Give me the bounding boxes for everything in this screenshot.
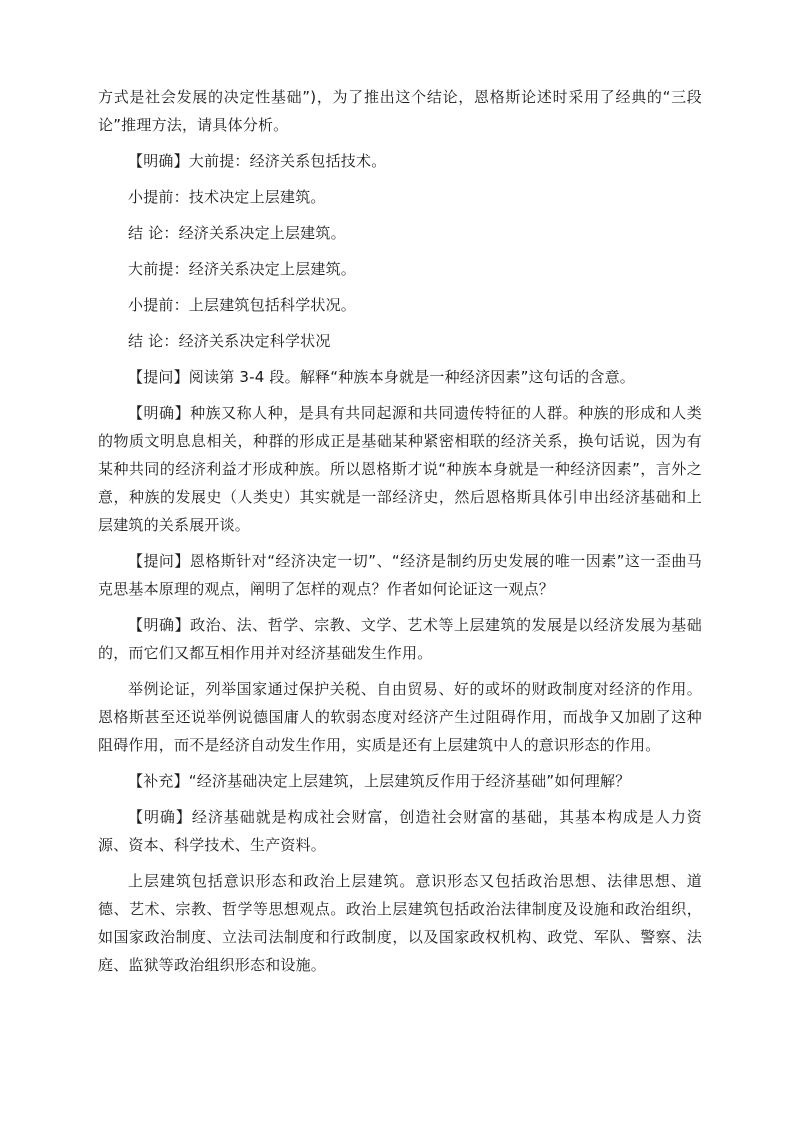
paragraph-conclusion-1: 结 论：经济关系决定上层建筑。: [128, 224, 346, 242]
paragraph-conclusion-2: 结 论：经济关系决定科学状况: [128, 332, 331, 350]
paragraph-question-continuation: 方式是社会发展的决定性基础”)，为了推出这个结论，恩格斯论述时采用了经典的“三段论”推理方法，请具体分析。: [98, 88, 702, 134]
paragraph-answer-economic-base: 【明确】经济基础就是构成社会财富，创造社会财富的基础，其基本构成是人力资源、资本、科学技术、生产资料。: [98, 808, 702, 854]
paragraph-major-premise-2: 大前提：经济关系决定上层建筑。: [128, 260, 357, 278]
paragraph-minor-premise-2: 小提前：上层建筑包括科学状况。: [128, 296, 357, 314]
paragraph-answer-major-premise-1: 【明确】大前提：经济关系包括技术。: [128, 152, 387, 170]
document-body: [98, 83, 702, 979]
paragraph-question-economy: 【提问】恩格斯针对“经济决定一切”、“经济是制约历史发展的唯一因素”这一歪曲马克思基本原理的观点，阐明了怎样的观点？作者如何论证这一观点？: [98, 552, 702, 598]
paragraph-minor-premise-1: 小提前：技术决定上层建筑。: [128, 188, 326, 206]
paragraph-example-argument: 举例论证，列举国家通过保护关税、自由贸易、好的或坏的财政制度对经济的作用。恩格斯甚至还说举例说德国庸人的软弱态度对经济产生过阻碍作用，而战争又加剧了这种阻碍作用，而不是经济自动发生作用，实质是还有上层建筑中人的意识形态的作用。: [98, 680, 702, 754]
paragraph-superstructure-detail: 上层建筑包括意识形态和政治上层建筑。意识形态又包括政治思想、法律思想、道德、艺术、宗教、哲学等思想观点。政治上层建筑包括政治法律制度及设施和政治组织，如国家政治制度、立法司法制度和行政制度，以及国家政权机构、政党、军队、警察、法庭、监狱等政治组织形态和设施。: [98, 872, 702, 974]
paragraph-answer-superstructure: 【明确】政治、法、哲学、宗教、文学、艺术等上层建筑的发展是以经济发展为基础的，而它们又都互相作用并对经济基础发生作用。: [98, 616, 702, 662]
paragraph-answer-race: 【明确】种族又称人种，是具有共同起源和共同遗传特征的人群。种族的形成和人类的物质文明息息相关，种群的形成正是基础某种紧密相联的经济关系，换句话说，因为有某种共同的经济利益才形成种族。所以恩格斯才说“种族本身就是一种经济因素”，言外之意，种族的发展史（人类史）其实就是一部经济史，然后恩格斯具体引申出经济基础和上层建筑的关系展开谈。: [98, 404, 702, 534]
paragraph-question-race: 【提问】阅读第 3-4 段。解释“种族本身就是一种经济因素”这句话的含意。: [128, 368, 635, 386]
paragraph-supplement-question: 【补充】“经济基础决定上层建筑，上层建筑反作用于经济基础”如何理解？: [128, 772, 631, 790]
